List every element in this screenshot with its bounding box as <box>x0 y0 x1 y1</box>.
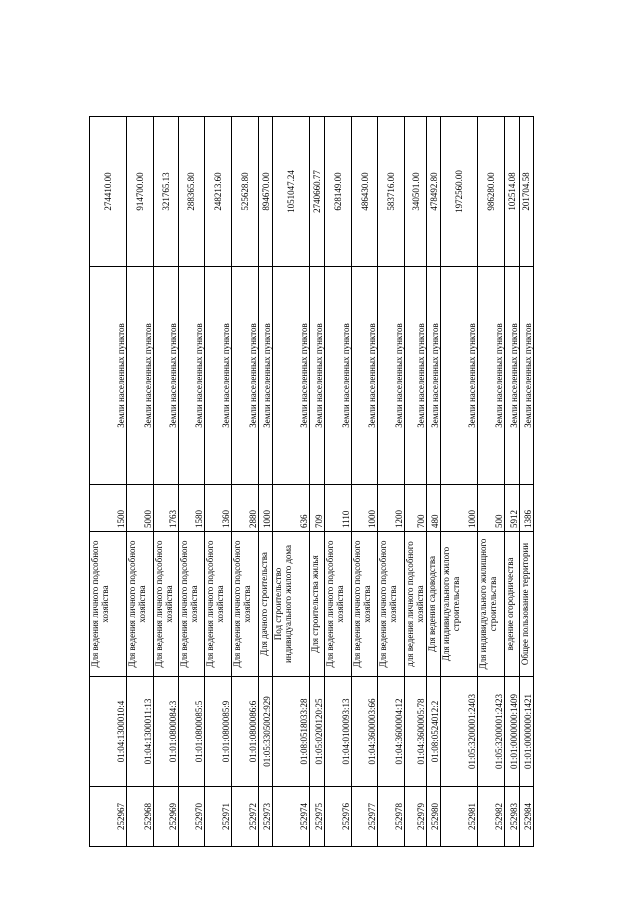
area-cell: 480 <box>426 485 440 532</box>
permitted-use-cell: Под строительство индивидуального жилого дома <box>273 532 310 677</box>
table-row <box>378 117 405 847</box>
cadastral-value-cell: 1972560.00 <box>441 117 478 267</box>
cadastral-number-cell: 01:01:0000000:1409 <box>505 677 519 787</box>
permitted-use-cell: Для ведения личного подсобного хозяйства <box>153 532 178 677</box>
cadastral-value-cell: 914700.00 <box>127 117 154 267</box>
land-category-cell: Земли населенных пунктов <box>310 267 324 485</box>
land-category-cell: Земли населенных пунктов <box>426 267 440 485</box>
land-category-cell: Земли населенных пунктов <box>153 267 178 485</box>
land-category-cell: Земли населенных пунктов <box>178 267 205 485</box>
permitted-use-cell: Для ведения личного подсобного хозяйства <box>351 532 378 677</box>
area-cell: 2880 <box>232 485 259 532</box>
plot-id-cell: 252974 <box>273 787 310 847</box>
permitted-use-cell: Для строительства жилья <box>310 532 324 677</box>
land-category-cell: Земли населенных пунктов <box>441 267 478 485</box>
cadastral-number-cell: 01:08:0518033:28 <box>273 677 310 787</box>
land-category-cell: Земли населенных пунктов <box>205 267 232 485</box>
land-category-cell: Земли населенных пунктов <box>90 267 127 485</box>
area-cell: 1000 <box>258 485 272 532</box>
area-cell: 636 <box>273 485 310 532</box>
land-category-cell: Земли населенных пунктов <box>505 267 519 485</box>
cadastral-number-cell: 01:01:0000000:1421 <box>519 677 533 787</box>
cadastral-value-cell: 321765.13 <box>153 117 178 267</box>
permitted-use-cell: Для индивидуального жилого строительства <box>441 532 478 677</box>
cadastral-number-cell: 01:05:3200001:2423 <box>478 677 505 787</box>
land-category-cell: Земли населенных пунктов <box>324 267 351 485</box>
area-cell: 1386 <box>519 485 533 532</box>
cadastral-value-cell: 288365.80 <box>178 117 205 267</box>
area-cell: 1000 <box>351 485 378 532</box>
plot-id-cell: 252984 <box>519 787 533 847</box>
plot-id-cell: 252972 <box>232 787 259 847</box>
table-row <box>351 117 378 847</box>
area-cell: 1200 <box>378 485 405 532</box>
plot-id-cell: 252973 <box>258 787 272 847</box>
cadastral-value-cell: 1051047.24 <box>273 117 310 267</box>
permitted-use-cell: Для ведения личного подсобного хозяйства <box>90 532 127 677</box>
cadastral-number-cell: 01:04:0100093:13 <box>324 677 351 787</box>
table-row <box>310 117 324 847</box>
table-row <box>519 117 533 847</box>
plot-id-cell: 252977 <box>351 787 378 847</box>
land-category-cell: Земли населенных пунктов <box>258 267 272 485</box>
land-category-cell: Земли населенных пунктов <box>405 267 427 485</box>
area-cell: 1580 <box>178 485 205 532</box>
plot-id-cell: 252975 <box>310 787 324 847</box>
area-cell: 700 <box>405 485 427 532</box>
permitted-use-cell: Для индивидуального жилищного строительства <box>478 532 505 677</box>
table-row <box>205 117 232 847</box>
table-row <box>405 117 427 847</box>
area-cell: 5000 <box>127 485 154 532</box>
table-row <box>232 117 259 847</box>
area-cell: 1763 <box>153 485 178 532</box>
permitted-use-cell: Для ведения личного подсобного хозяйства <box>324 532 351 677</box>
land-category-cell: Земли населенных пунктов <box>127 267 154 485</box>
permitted-use-cell: Для ведения личного подсобного хозяйства <box>205 532 232 677</box>
cadastral-value-cell: 340501.00 <box>405 117 427 267</box>
land-category-cell: Земли населенных пунктов <box>351 267 378 485</box>
area-cell: 1360 <box>205 485 232 532</box>
plot-id-cell: 252971 <box>205 787 232 847</box>
cadastral-number-cell: 01:04:3600005:78 <box>405 677 427 787</box>
table-row <box>478 117 505 847</box>
plot-id-cell: 252980 <box>426 787 440 847</box>
area-cell: 1000 <box>441 485 478 532</box>
plot-id-cell: 252978 <box>378 787 405 847</box>
plot-id-cell: 252970 <box>178 787 205 847</box>
cadastral-number-cell: 01:01:0800085:5 <box>178 677 205 787</box>
cadastral-value-cell: 486430.00 <box>351 117 378 267</box>
plot-id-cell: 252981 <box>441 787 478 847</box>
cadastral-number-cell: 01:04:3600003:66 <box>351 677 378 787</box>
plot-id-cell: 252967 <box>90 787 127 847</box>
cadastral-number-cell: 01:04:3600004:12 <box>378 677 405 787</box>
cadastral-number-cell: 01:04:1300010:4 <box>90 677 127 787</box>
cadastral-number-cell: 01:05:3200001:2403 <box>441 677 478 787</box>
cadastral-number-cell: 01:05:3305002:929 <box>258 677 272 787</box>
area-cell: 709 <box>310 485 324 532</box>
cadastral-value-cell: 201704.58 <box>519 117 533 267</box>
table-row <box>178 117 205 847</box>
permitted-use-cell: Для дачного строительства <box>258 532 272 677</box>
plot-id-cell: 252976 <box>324 787 351 847</box>
cadastral-value-cell: 628149.00 <box>324 117 351 267</box>
land-plots-table <box>89 116 534 847</box>
cadastral-number-cell: 01:01:0800084:3 <box>153 677 178 787</box>
cadastral-value-cell: 248213.60 <box>205 117 232 267</box>
area-cell: 500 <box>478 485 505 532</box>
area-cell: 1500 <box>90 485 127 532</box>
table-row <box>324 117 351 847</box>
permitted-use-cell: ведение огородничества <box>505 532 519 677</box>
table-row <box>426 117 440 847</box>
cadastral-value-cell: 274410.00 <box>90 117 127 267</box>
plot-id-cell: 252968 <box>127 787 154 847</box>
land-category-cell: Земли населенных пунктов <box>378 267 405 485</box>
table-body <box>90 117 534 847</box>
table-row <box>441 117 478 847</box>
cadastral-number-cell: 01:01:0800086:6 <box>232 677 259 787</box>
plot-id-cell: 252969 <box>153 787 178 847</box>
table-row <box>153 117 178 847</box>
table-row <box>90 117 127 847</box>
permitted-use-cell: Для ведения личного подсобного хозяйства <box>178 532 205 677</box>
cadastral-value-cell: 583716.00 <box>378 117 405 267</box>
land-category-cell: Земли населенных пунктов <box>273 267 310 485</box>
cadastral-value-cell: 525628.80 <box>232 117 259 267</box>
permitted-use-cell: Для ведения садоводства <box>426 532 440 677</box>
permitted-use-cell: Для ведения личного подсобного хозяйства <box>378 532 405 677</box>
land-category-cell: Земли населенных пунктов <box>519 267 533 485</box>
plot-id-cell: 252979 <box>405 787 427 847</box>
plot-id-cell: 252982 <box>478 787 505 847</box>
cadastral-number-cell: 01:04:1300011:13 <box>127 677 154 787</box>
table-row <box>258 117 272 847</box>
table-row <box>273 117 310 847</box>
cadastral-value-cell: 2740660.77 <box>310 117 324 267</box>
permitted-use-cell: Общее пользование территории <box>519 532 533 677</box>
area-cell: 1110 <box>324 485 351 532</box>
cadastral-number-cell: 01:08:0524012:2 <box>426 677 440 787</box>
cadastral-value-cell: 986280.00 <box>478 117 505 267</box>
cadastral-number-cell: 01:05:0200120:25 <box>310 677 324 787</box>
area-cell: 5912 <box>505 485 519 532</box>
table-row <box>505 117 519 847</box>
permitted-use-cell: Для ведения личного подсобного хозяйства <box>232 532 259 677</box>
permitted-use-cell: для ведения личного подсобного хозяйства <box>405 532 427 677</box>
land-category-cell: Земли населенных пунктов <box>478 267 505 485</box>
permitted-use-cell: Для ведения личного подсобного хозяйства <box>127 532 154 677</box>
cadastral-number-cell: 01:01:0800085:9 <box>205 677 232 787</box>
cadastral-value-cell: 102514.08 <box>505 117 519 267</box>
plot-id-cell: 252983 <box>505 787 519 847</box>
cadastral-value-cell: 894670.00 <box>258 117 272 267</box>
cadastral-value-cell: 478492.80 <box>426 117 440 267</box>
land-category-cell: Земли населенных пунктов <box>232 267 259 485</box>
table-row <box>127 117 154 847</box>
rotated-table-wrapper <box>89 117 534 847</box>
